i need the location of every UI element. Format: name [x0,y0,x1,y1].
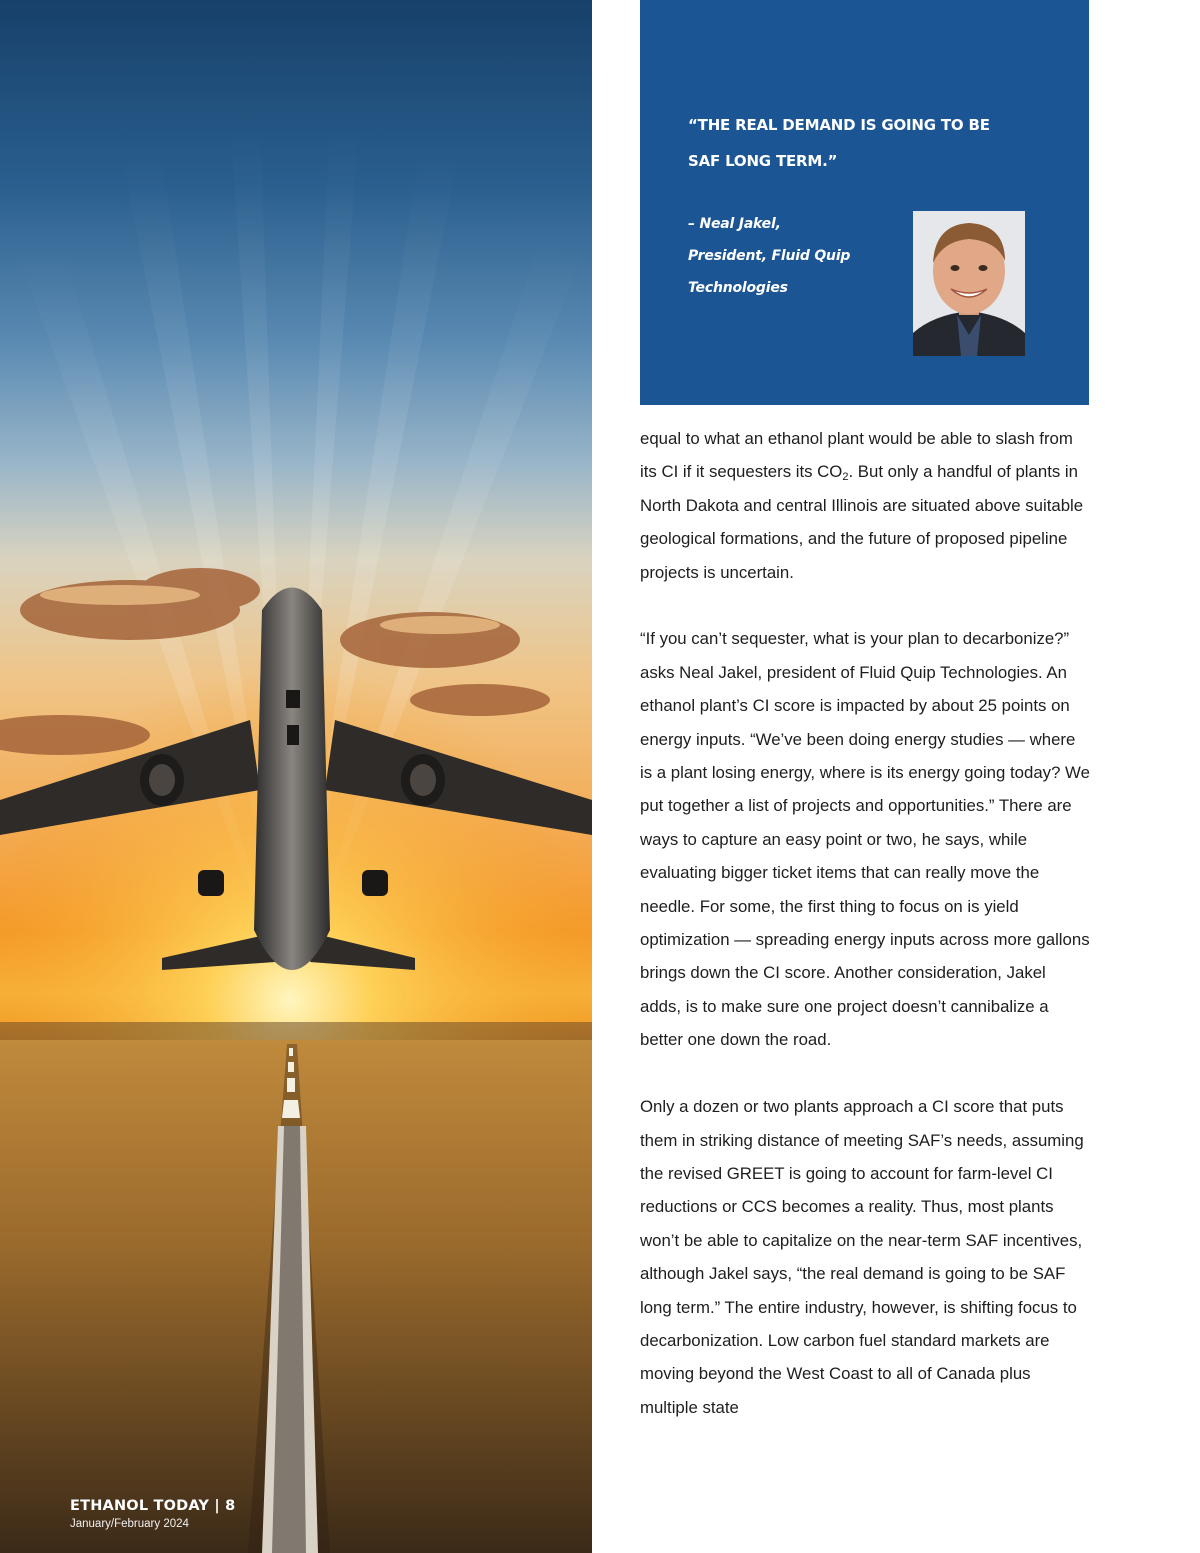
pull-quote-text [688,107,1048,179]
article-paragraph-3: Only a dozen or two plants approach a CI score that puts them in striking distance of meeting SAF’s needs, assuming the revised GREET is going to account for farm-level CI reductions or CCS becomes a reality. Thus, most plants won’t be able to capitalize on the near-term SAF incentives, although Jakel says, “the real demand is going to be SAF long term.” The entire industry, however, is shifting focus to decarbonization. Low carbon fuel standard markets are moving beyond the West Coast to all of Canada plus multiple state [640,1097,1084,1417]
co2-subscript: 2 [842,471,849,484]
portrait-photo [913,211,1025,356]
article-paragraph-1 [640,422,1090,589]
paragraph-1-text: equal to what an ethanol plant would be able to slash from its CI if it sequesters its CO [640,429,1073,482]
magazine-footer-date: January/February 2024 [70,1518,189,1530]
pull-quote-attribution [688,208,898,304]
article-paragraph-2: “If you can’t sequester, what is your plan to decarbonize?” asks Neal Jakel, president of Fluid Quip Technologies. An ethanol plant’s CI score is impacted by about 25 points on energy inputs. “We’ve been doing energy studies — where is a plant losing energy, where is its energy going today? We put together a list of projects and opportunities.” There are ways to capture an easy point or two, he says, while evaluating bigger ticket items that can really move the needle. For some, the first thing to focus on is yield optimization — spreading energy inputs across more gallons brings down the CI score. Another consideration, Jakel adds, is to make sure one project doesn’t cannibalize a better one down the road. [640,629,1090,1050]
magazine-footer-brand: ETHANOL TODAY | 8 [70,1498,236,1514]
paragraph-1-text-cont: . But only a handful of plants in North Dakota and central Illinois are situated above suitable geological formations, and the future of proposed pipeline projects is uncertain. [640,462,1084,582]
airplane-illustration [0,0,592,1553]
airplane-photo [0,0,592,1553]
article-body [640,422,1090,1458]
pull-quote-box [640,0,1089,405]
attribution-title: President, Fluid Quip [688,248,851,264]
pull-quote-line-1: “THE REAL DEMAND IS GOING TO BE [688,116,990,134]
pull-quote-line-2: SAF LONG TERM.” [688,152,838,170]
portrait-illustration [913,211,1025,356]
attribution-name: – Neal Jakel, [688,216,781,232]
attribution-company: Technologies [688,280,788,296]
